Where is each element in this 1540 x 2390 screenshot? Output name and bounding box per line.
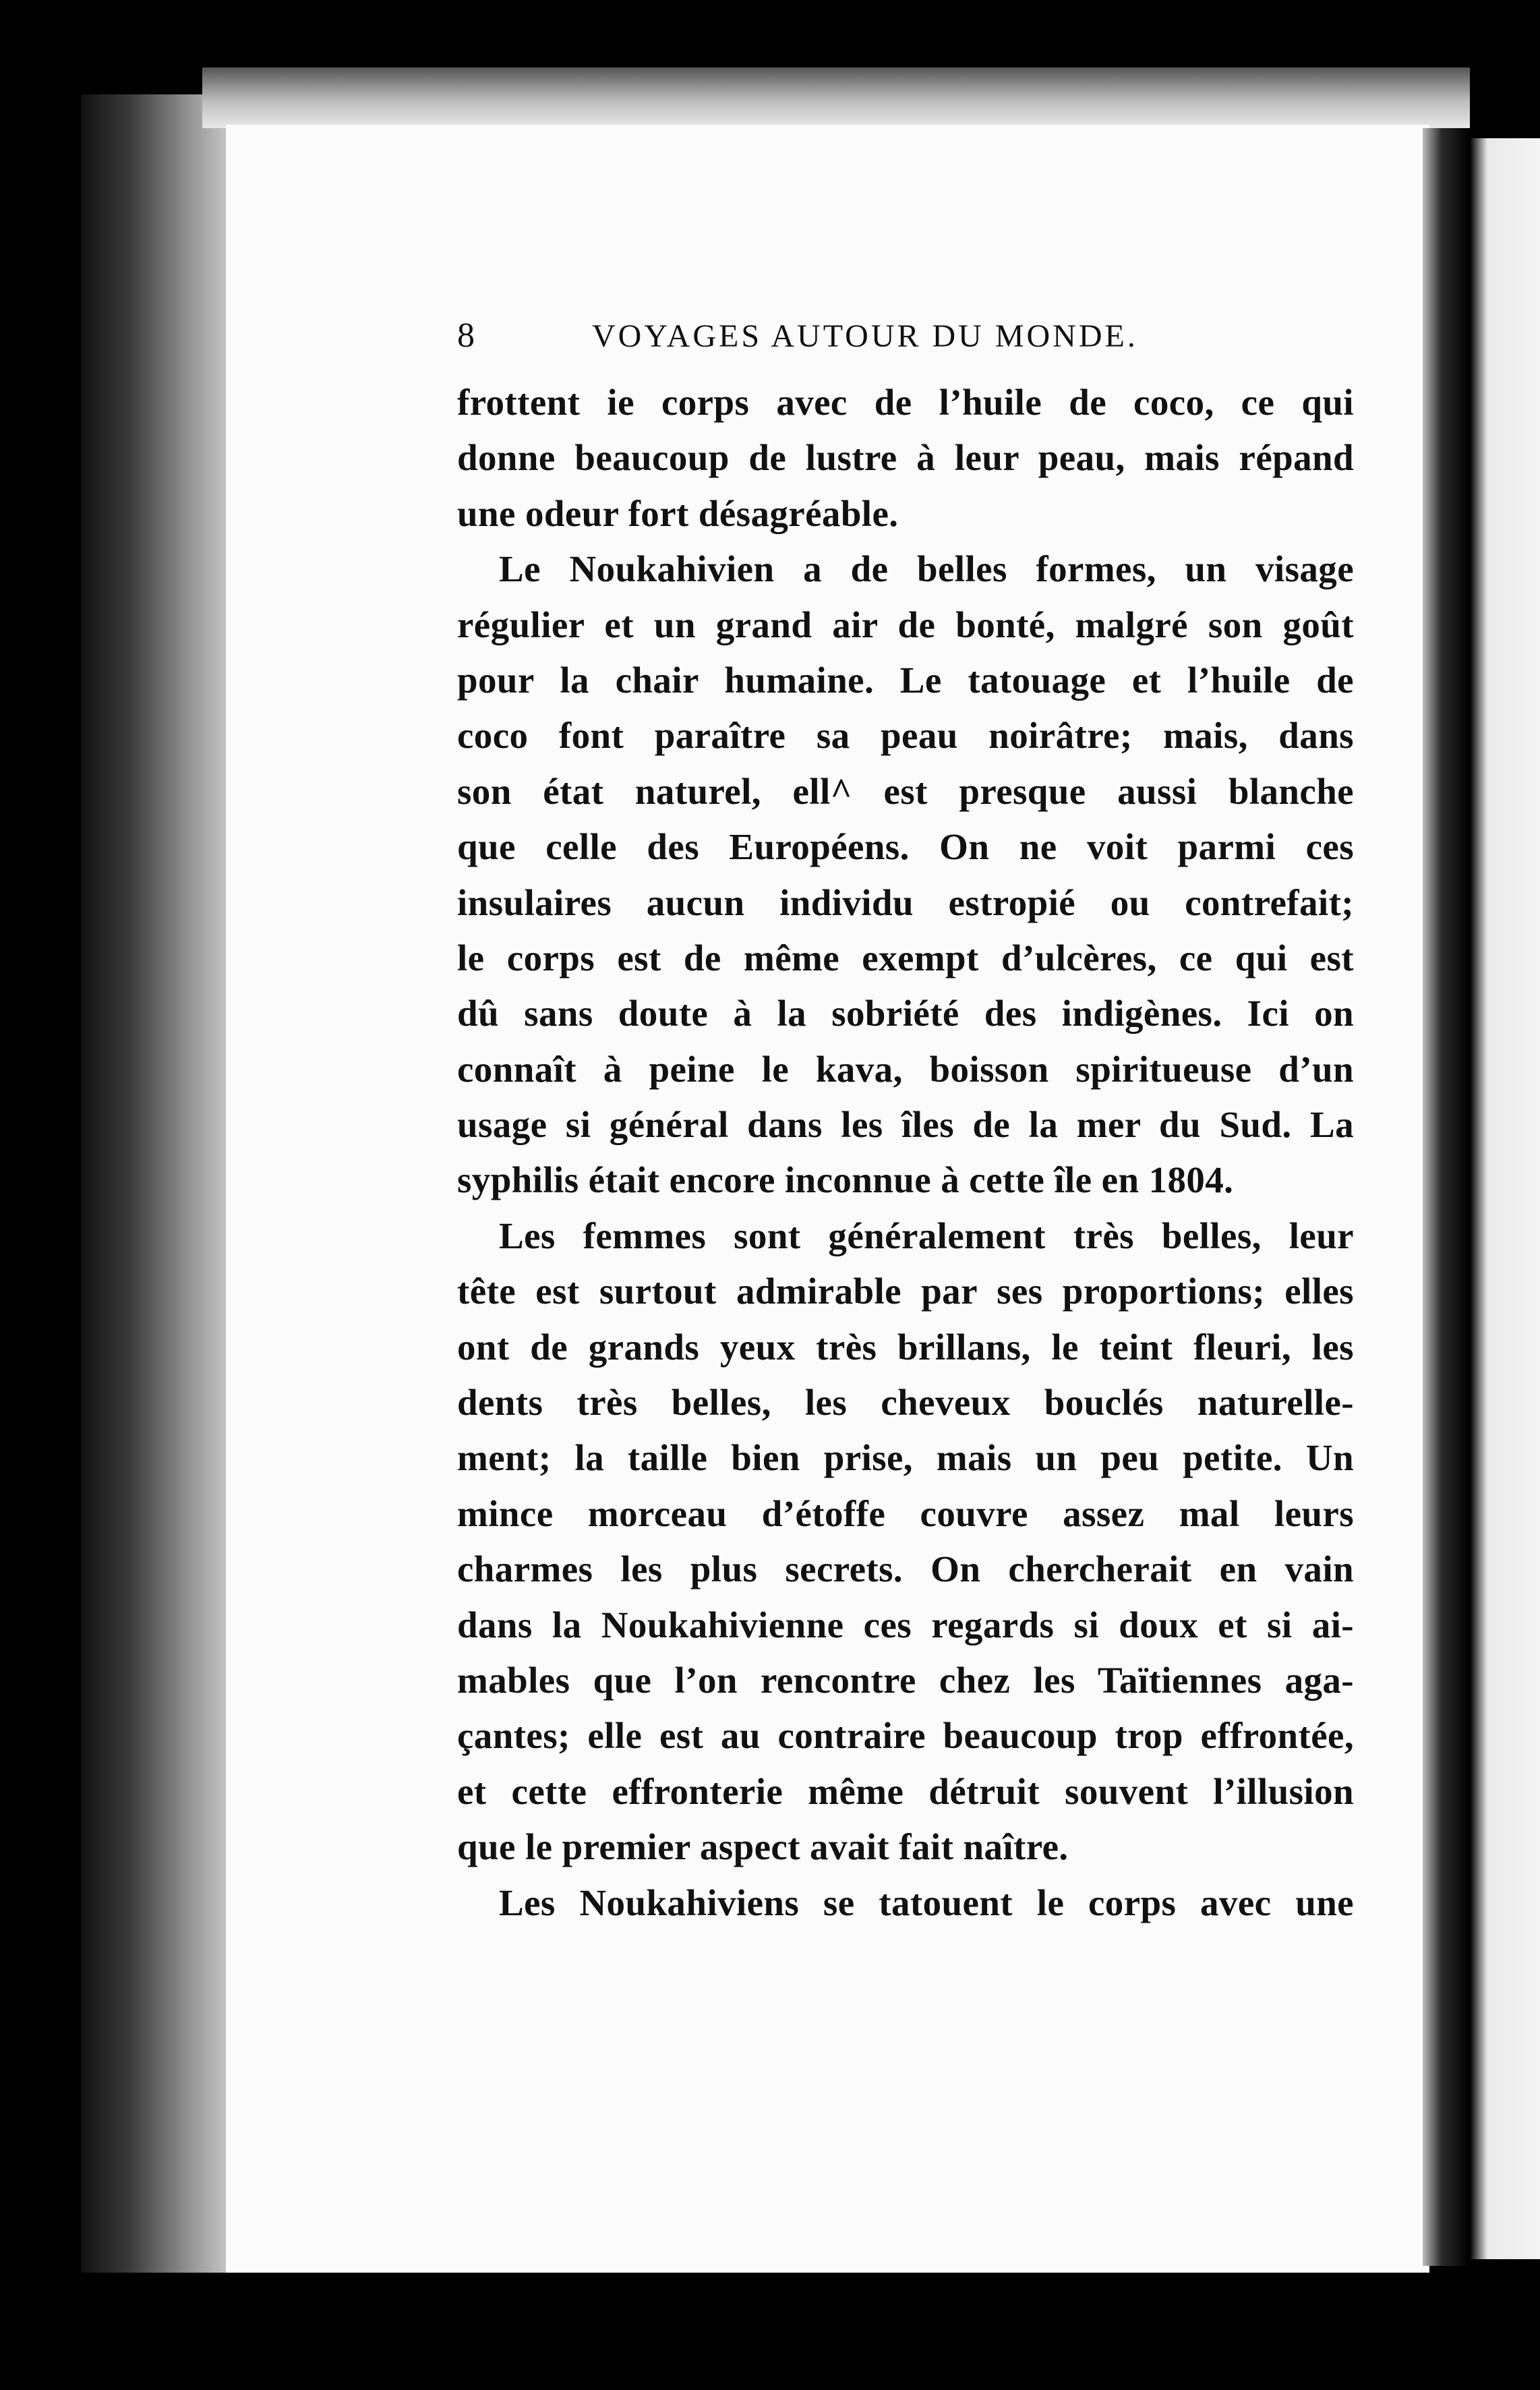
text-line: usage si général dans les îles de la mer du Sud. La	[457, 1104, 1354, 1146]
text-line: ont de grands yeux très brillans, le teint fleuri, les	[457, 1326, 1354, 1368]
page-number: 8	[457, 316, 477, 355]
text-line: son état naturel, ell^ est presque aussi blanche	[457, 770, 1354, 812]
text-line: donne beaucoup de lustre à leur peau, mais répand	[457, 437, 1354, 479]
text-line: pour la chair humaine. Le tatouage et l’huile de	[457, 659, 1354, 701]
paragraph	[457, 375, 1354, 542]
text-line: tête est surtout admirable par ses proportions; elles	[457, 1271, 1354, 1312]
text-line: dents très belles, les cheveux bouclés naturelle-	[457, 1382, 1354, 1424]
paragraph	[457, 542, 1354, 1208]
book-edge-shadow	[81, 94, 243, 2273]
text-line: Les Noukahiviens se tatouent le corps avec une	[499, 1882, 1354, 1923]
text-line: une odeur fort désagréable.	[457, 492, 899, 534]
adjacent-page-edge	[1470, 138, 1540, 2259]
page-top-edge	[202, 67, 1470, 128]
text-line: le corps est de même exempt d’ulcères, ce qui est	[457, 937, 1354, 979]
running-title: VOYAGES AUTOUR DU MONDE.	[592, 318, 1138, 354]
paragraph	[457, 1875, 1354, 1931]
text-line: charmes les plus secrets. On chercherait en vain	[457, 1548, 1354, 1590]
body-text	[457, 375, 1354, 1931]
text-line: connaît à peine le kava, boisson spiritueuse d’un	[457, 1048, 1354, 1090]
text-line: que celle des Européens. On ne voit parmi ces	[457, 826, 1354, 868]
text-line: coco font paraître sa peau noirâtre; mais, dans	[457, 715, 1354, 757]
text-line: Le Noukahivien a de belles formes, un visage	[499, 548, 1354, 590]
text-line: syphilis était encore inconnue à cette île en 1804.	[457, 1159, 1234, 1201]
text-line: çantes; elle est au contraire beaucoup trop effrontée,	[457, 1715, 1354, 1757]
text-line: que le premier aspect avait fait naître.	[457, 1826, 1069, 1868]
page-content	[457, 316, 1354, 1931]
text-line: régulier et un grand air de bonté, malgré son goût	[457, 604, 1354, 645]
paragraph	[457, 1208, 1354, 1875]
text-line: et cette effronterie même détruit souvent l’illusion	[457, 1770, 1354, 1812]
running-header	[457, 316, 1354, 363]
text-line: frottent ie corps avec de l’huile de coco, ce qui	[457, 382, 1354, 423]
text-line: dû sans doute à la sobriété des indigènes. Ici on	[457, 993, 1354, 1034]
text-line: mables que l’on rencontre chez les Taïtiennes aga-	[457, 1659, 1354, 1701]
text-line: mince morceau d’étoffe couvre assez mal leurs	[457, 1492, 1354, 1534]
text-line: dans la Noukahivienne ces regards si doux et si ai-	[457, 1604, 1354, 1645]
page-gutter	[1423, 128, 1470, 2266]
text-line: insulaires aucun individu estropié ou contrefait;	[457, 881, 1354, 923]
text-line: Les femmes sont généralement très belles, leur	[499, 1215, 1354, 1256]
text-line: ment; la taille bien prise, mais un peu petite. Un	[457, 1437, 1354, 1479]
